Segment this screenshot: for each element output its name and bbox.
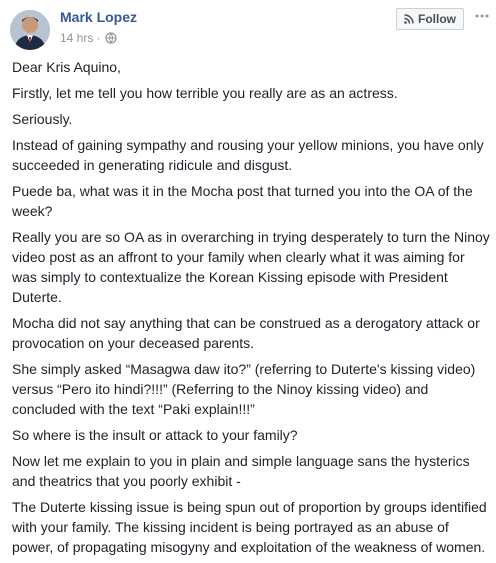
post-paragraph: The Duterte kissing issue is being spun out of proportion by groups identified with your family. The kissing incident is being portrayed as an abuse of power, of propagating misogyny and exploitation of the weakness of women. xyxy=(12,499,487,555)
follow-label: Follow xyxy=(418,12,456,26)
post-paragraph: Really you are so OA as in overarching in trying desperately to turn the Ninoy video post as an affront to your family when clearly what it was aiming for was simply to contextualize the Korean Kissing episode with President Duterte. xyxy=(12,229,490,305)
rss-icon xyxy=(404,14,414,24)
post-paragraph: Instead of gaining sympathy and rousing your yellow minions, you have only succeeded in generating ridicule and disgust. xyxy=(12,137,484,173)
post-paragraph: Seriously. xyxy=(12,111,73,127)
post-paragraph: Firstly, let me tell you how terrible you really are as an actress. xyxy=(12,85,398,101)
follow-button[interactable] xyxy=(396,8,464,30)
meta-separator: · xyxy=(96,31,101,45)
post-meta xyxy=(60,31,117,45)
post-time[interactable]: 14 hrs xyxy=(60,31,94,45)
author-name[interactable]: Mark Lopez xyxy=(60,9,138,25)
post-paragraph: She simply asked “Masagwa daw ito?” (referring to Duterte's kissing video) versus “Pero ito hindi?!!!” (Referring to the Ninoy kissing video) and concluded with the text “Paki explain!!!” xyxy=(12,361,476,417)
avatar[interactable] xyxy=(10,10,50,50)
post-body xyxy=(12,57,490,563)
post-header xyxy=(0,0,496,52)
post-paragraph: So where is the insult or attack to your family? xyxy=(12,427,298,443)
post-paragraph: Mocha did not say anything that can be construed as a derogatory attack or provocation on your deceased parents. xyxy=(12,315,480,351)
ellipsis-icon[interactable] xyxy=(473,7,491,25)
post-paragraph: Puede ba, what was it in the Mocha post that turned you into the OA of the week? xyxy=(12,183,473,219)
post-paragraph: Now let me explain to you in plain and simple language sans the hysterics and theatrics that you poorly exhibit - xyxy=(12,453,470,489)
globe-icon[interactable] xyxy=(105,32,117,44)
post-paragraph: Dear Kris Aquino, xyxy=(12,59,121,75)
